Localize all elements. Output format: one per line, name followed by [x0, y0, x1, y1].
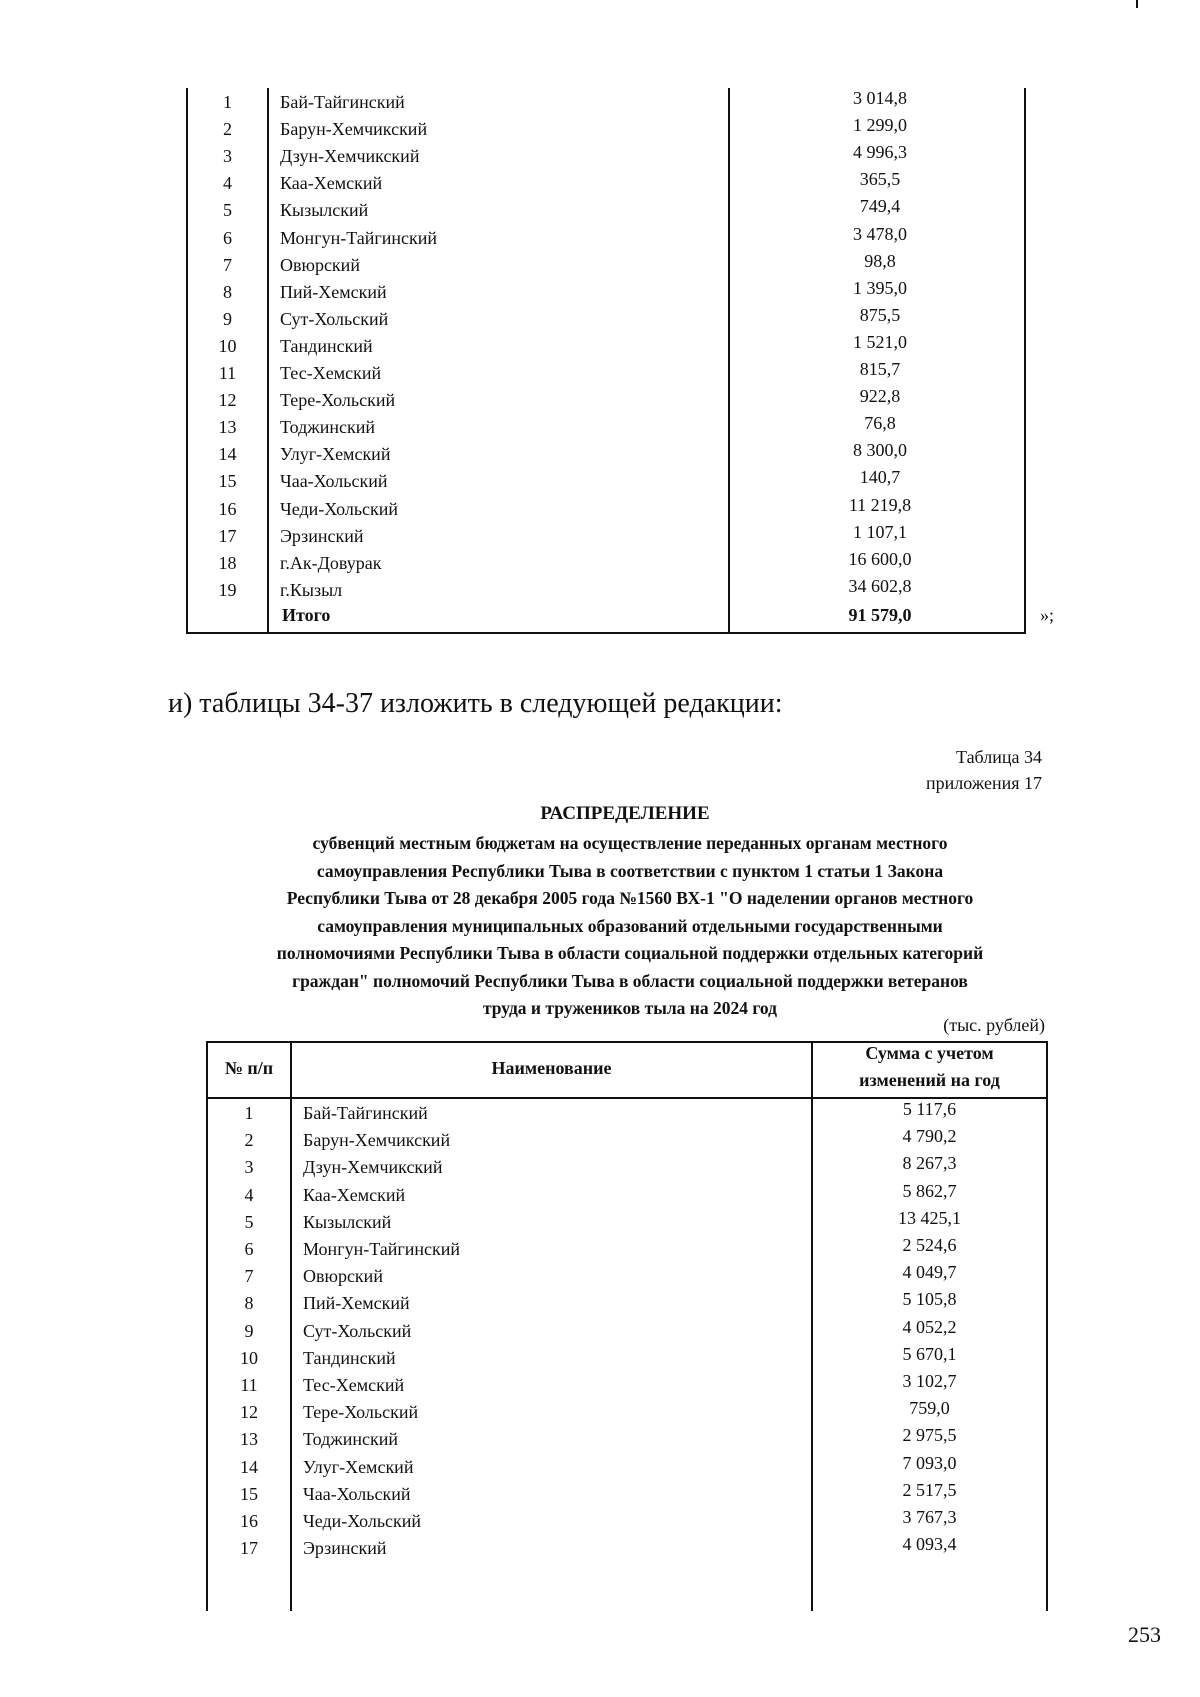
table-row [0, 577, 1200, 604]
row-number: 2 [244, 1130, 254, 1151]
row-value: 365,5 [859, 169, 901, 190]
row-number: 16 [218, 498, 237, 519]
table-1-total-label: Итого [282, 605, 331, 625]
table-row [0, 387, 1200, 414]
table-ref-appendix: приложения 17 [925, 773, 1042, 793]
row-value: 1 521,0 [853, 331, 907, 352]
row-number: 1 [244, 1103, 254, 1123]
row-number: 3 [244, 1157, 254, 1178]
row-value: 3 478,0 [853, 223, 907, 244]
table-row [0, 360, 1200, 387]
row-number: 6 [223, 227, 232, 248]
title-line: Республики Тыва от 28 декабря 2005 года №1560 ВХ-1 "О наделении органов местного [286, 888, 974, 908]
row-name: Кызылский [280, 200, 369, 221]
table-row [0, 1535, 1200, 1562]
row-value: 2 975,5 [902, 1425, 957, 1446]
row-number: 8 [223, 281, 232, 302]
row-value: 13 425,1 [898, 1207, 961, 1228]
table-row [0, 414, 1200, 441]
row-name: Тере-Хольский [280, 390, 396, 411]
row-number: 17 [218, 525, 237, 546]
row-number: 12 [240, 1402, 258, 1423]
table-row [0, 279, 1200, 306]
table-row [0, 225, 1200, 252]
row-name: Монгун-Тайгинский [280, 227, 438, 248]
row-value: 875,5 [859, 304, 901, 325]
row-name: Сут-Хольский [280, 308, 389, 329]
row-number: 10 [240, 1347, 258, 1368]
row-name: Пий-Хемский [280, 281, 387, 302]
row-number: 7 [223, 254, 232, 275]
table-row [0, 333, 1200, 360]
title-line: самоуправления муниципальных образований отдельными государственными [317, 915, 943, 936]
row-number: 18 [218, 552, 237, 573]
row-value: 4 052,2 [902, 1316, 957, 1337]
table-1-closing-mark: »; [1040, 605, 1055, 625]
row-name: Улуг-Хемский [303, 1456, 414, 1477]
row-value: 1 395,0 [853, 277, 907, 298]
row-number: 8 [244, 1293, 254, 1314]
row-name: Сут-Хольский [303, 1320, 412, 1341]
row-number: 13 [240, 1429, 258, 1450]
row-name: Барун-Хемчикский [280, 119, 428, 140]
row-value: 16 600,0 [848, 548, 912, 569]
title-line: граждан" полномочий Республики Тыва в области социальной поддержки ветеранов [292, 970, 968, 991]
row-name: Каа-Хемский [303, 1184, 406, 1205]
row-name: Пий-Хемский [303, 1293, 410, 1314]
title-line: субвенций местным бюджетам на осуществление переданных органам местного [312, 833, 948, 853]
table-row [0, 441, 1200, 468]
row-name: Чеди-Хольский [303, 1511, 422, 1531]
row-name: Дзун-Хемчикский [280, 146, 420, 167]
row-number: 10 [218, 335, 237, 356]
table-1-total-row [0, 602, 1200, 629]
table-row [0, 496, 1200, 523]
row-value: 8 267,3 [902, 1153, 957, 1174]
row-number: 11 [218, 363, 237, 383]
row-value: 749,4 [859, 196, 901, 217]
row-number: 3 [223, 146, 232, 167]
row-number: 4 [223, 173, 232, 194]
row-value: 2 517,5 [902, 1479, 957, 1500]
row-number: 7 [244, 1266, 254, 1287]
row-number: 1 [223, 92, 232, 112]
row-number: 4 [244, 1184, 254, 1205]
row-name: Чеди-Хольский [280, 498, 399, 519]
row-number: 2 [223, 119, 232, 140]
table-row [0, 550, 1200, 577]
table-2-header-num: № п/п [224, 1058, 274, 1078]
row-name: Тандинский [303, 1347, 396, 1368]
title-heading: РАСПРЕДЕЛЕНИЕ [540, 803, 710, 824]
row-value: 815,7 [859, 359, 901, 379]
row-number: 6 [244, 1239, 254, 1259]
row-number: 15 [240, 1483, 258, 1504]
row-name: Дзун-Хемчикский [303, 1157, 443, 1178]
row-number: 14 [218, 444, 237, 465]
row-number: 5 [244, 1211, 254, 1232]
row-value: 34 602,8 [848, 575, 912, 596]
row-value: 8 300,0 [853, 440, 907, 461]
row-value: 76,8 [864, 413, 896, 434]
row-name: Эрзинский [303, 1538, 387, 1559]
row-name: Тоджинский [280, 417, 375, 438]
row-name: Кызылский [303, 1211, 392, 1232]
row-value: 11 219,8 [848, 494, 912, 515]
row-value: 5 117,6 [902, 1099, 957, 1119]
row-number: 13 [218, 417, 237, 438]
row-number: 5 [223, 200, 232, 221]
row-name: Тоджинский [303, 1429, 398, 1450]
row-number: 14 [240, 1456, 258, 1477]
table-row [0, 89, 1200, 116]
row-value: 3 014,8 [853, 88, 907, 108]
table-2-header-sum-line-2: изменений на год [859, 1070, 1000, 1090]
row-value: 3 102,7 [902, 1371, 957, 1391]
row-value: 5 105,8 [902, 1289, 957, 1310]
row-value: 3 767,3 [902, 1507, 957, 1527]
row-name: г.Кызыл [280, 579, 343, 600]
row-name: Чаа-Хольский [280, 471, 388, 492]
row-value: 4 049,7 [902, 1262, 957, 1283]
title-line: самоуправления Республики Тыва в соответствии с пунктом 1 статьи 1 Закона [316, 860, 944, 881]
table-row [0, 170, 1200, 197]
table-2-header-name: Наименование [491, 1058, 612, 1078]
row-name: Тандинский [280, 335, 373, 356]
row-value: 4 996,3 [853, 142, 907, 163]
table-row [0, 143, 1200, 170]
row-name: г.Ак-Довурак [280, 552, 382, 573]
row-number: 9 [223, 308, 232, 329]
row-value: 4 790,2 [902, 1126, 957, 1147]
row-name: Эрзинский [280, 525, 364, 546]
units-label: (тыс. рублей) [943, 1015, 1045, 1035]
row-number: 9 [244, 1320, 254, 1341]
row-name: Барун-Хемчикский [303, 1130, 451, 1151]
row-value: 2 524,6 [902, 1235, 957, 1255]
row-value: 1 299,0 [853, 115, 907, 136]
table-row [0, 197, 1200, 224]
row-name: Монгун-Тайгинский [303, 1239, 461, 1259]
row-value: 7 093,0 [902, 1452, 957, 1473]
row-number: 17 [240, 1538, 258, 1559]
table-row [0, 306, 1200, 333]
row-value: 1 107,1 [853, 521, 907, 542]
row-name: Тес-Хемский [303, 1375, 405, 1395]
row-name: Бай-Тайгинский [280, 92, 405, 112]
table-ref-number: Таблица 34 [956, 747, 1042, 767]
table-row [0, 468, 1200, 495]
row-value: 922,8 [859, 386, 901, 407]
row-name: Овюрский [280, 254, 360, 275]
row-value: 140,7 [859, 467, 901, 488]
table-2-header-sum-line-1: Сумма с учетом [865, 1043, 994, 1063]
title-line: труда и тружеников тыла на 2024 год [482, 998, 777, 1018]
row-number: 11 [240, 1375, 258, 1395]
title-text [140, 830, 1120, 1023]
table-1-border-bottom [186, 632, 1026, 634]
row-number: 15 [218, 471, 237, 492]
row-value: 98,8 [864, 250, 896, 271]
row-name: Каа-Хемский [280, 173, 383, 194]
row-name: Тере-Хольский [303, 1402, 419, 1423]
row-name: Бай-Тайгинский [303, 1103, 428, 1123]
table-row [0, 523, 1200, 550]
row-name: Тес-Хемский [280, 363, 382, 383]
row-value: 759,0 [909, 1398, 950, 1419]
row-name: Чаа-Хольский [303, 1483, 411, 1504]
row-value: 5 670,1 [902, 1343, 957, 1364]
table-row [0, 116, 1200, 143]
title-line: полномочиями Республики Тыва в области социальной поддержки отдельных категорий [276, 943, 984, 963]
instruction-text: и) таблицы 34-37 изложить в следующей редакции: [168, 688, 783, 719]
row-value: 4 093,4 [902, 1534, 957, 1555]
row-number: 12 [218, 390, 237, 411]
row-value: 5 862,7 [902, 1180, 957, 1201]
table-row [0, 252, 1200, 279]
row-number: 16 [240, 1511, 258, 1531]
row-name: Улуг-Хемский [280, 444, 391, 465]
page-number: 253 [1128, 1622, 1161, 1647]
table-1-total-value: 91 579,0 [848, 605, 912, 625]
scan-mark [1136, 0, 1138, 8]
row-name: Овюрский [303, 1266, 383, 1287]
row-number: 19 [218, 579, 237, 600]
